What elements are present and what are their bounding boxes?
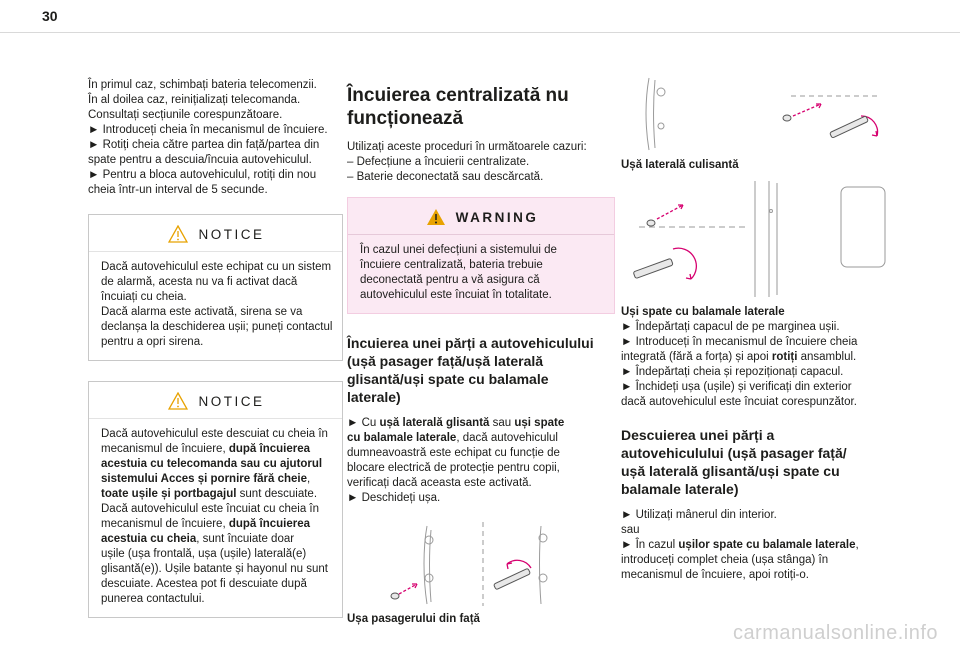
box-divider — [89, 251, 342, 252]
text-line: În cazul unei defecțiuni a sistemului de — [360, 244, 557, 256]
notice-box-unlock — [88, 381, 343, 618]
text-line: acestuia cu cheia, sunt încuiate doar — [101, 533, 295, 545]
text-line: ► Introduceți cheia în mecanismul de încuiere. — [88, 124, 328, 136]
text-line: mecanismul de încuiere, după încuierea — [101, 443, 311, 455]
text-line: cheia într-un interval de 5 secunde. — [88, 184, 268, 196]
page-number: 30 — [42, 8, 58, 24]
text-line: Consultați secțiunile corespunzătoare. — [88, 109, 283, 121]
text-line: În primul caz, schimbați bateria telecomenzii. — [88, 79, 317, 91]
text-line: toate ușile și portbagajul sunt descuiate. — [101, 488, 318, 500]
text-line: ► Introduceți în mecanismul de încuiere cheia — [621, 336, 858, 348]
text-line: ► Îndepărtați capacul de pe marginea ușii. — [621, 321, 840, 333]
image-caption: Uși spate cu balamale laterale — [621, 306, 785, 318]
text-line: ► Închideți ușa (ușile) și verificați din exterior — [621, 381, 852, 393]
notice-title: NOTICE — [101, 225, 332, 243]
section-title: Încuierea centralizată nu funcționează — [347, 85, 569, 129]
sliding-side-door-illustration — [621, 76, 891, 152]
text-line: integrată (fără a forța) și apoi rotiți ansamblul. — [621, 351, 857, 363]
warning-triangle-icon — [168, 225, 188, 243]
text-line: de alarmă, acesta nu va fi activat dacă — [101, 276, 298, 288]
text-line: Dacă autovehiculul este încuiat cu cheia în — [101, 503, 319, 515]
notice-box-alarm — [88, 214, 343, 361]
text-line: autovehiculul este încuiat în totalitate. — [360, 289, 552, 301]
warning-box — [347, 197, 615, 314]
text-line: declanșa la deschiderea ușii; puneți contactul — [101, 321, 333, 333]
text-line: ► Deschideți ușa. — [347, 492, 441, 504]
header-divider — [0, 32, 960, 33]
subsection-title-unlock: Descuierea unei părți a autovehiculului (ușă pasager față/ ușă laterală glisantă/uși spate cu balamale laterale) — [621, 427, 847, 497]
text-line: acestuia cu telecomanda sau cu ajutorul — [101, 458, 323, 470]
column-3 — [621, 76, 891, 583]
column-2 — [347, 84, 615, 627]
text-line: glisantă(e)). Ușile batante și hayonul nu sunt — [101, 563, 328, 575]
watermark: carmanualsonline.info — [732, 622, 938, 644]
text-line: sau — [621, 524, 640, 536]
text-line: spate pentru a descuia/încuia autovehiculul. — [88, 154, 312, 166]
front-passenger-door-illustration — [383, 518, 583, 608]
rear-hinged-doors-illustration — [621, 179, 891, 299]
text-line: ► Pentru a bloca autovehiculul, rotiți din nou — [88, 169, 317, 181]
text-line: ușile (ușa frontală, ușa (ușile) laterală(e) — [101, 548, 307, 560]
notice-title: NOTICE — [101, 392, 332, 410]
text-line: ► Utilizați mânerul din interior. — [621, 509, 777, 521]
text-line: dumneavoastră este echipat cu funcție de — [347, 447, 560, 459]
text-line: pentru a opri sirena. — [101, 336, 204, 348]
text-line: ► Cu ușă laterală glisantă sau uși spate — [347, 417, 565, 429]
intro-text — [88, 78, 343, 198]
text-line: punerea contactului. — [101, 593, 205, 605]
text-line: Dacă autovehiculul este descuiat cu cheia în — [101, 428, 328, 440]
text-line: – Baterie deconectată sau descărcată. — [347, 171, 544, 183]
text-line: mecanismul de încuiere, apoi rotiți-o. — [621, 569, 809, 581]
text-line: Dacă autovehiculul este echipat cu un sistem — [101, 261, 332, 273]
subsection-title-lock: Încuierea unei părți a autovehiculului (ușă pasager față/ușă laterală glisantă/uși spate cu balamale laterale) — [347, 335, 594, 405]
warning-triangle-icon — [426, 208, 446, 226]
text-line: – Defecțiune a încuierii centralizate. — [347, 156, 530, 168]
warning-triangle-icon — [168, 392, 188, 410]
image-caption: Ușă laterală culisantă — [621, 159, 739, 171]
text-line: ► Îndepărtați cheia și repoziționați capacul. — [621, 366, 844, 378]
column-1 — [88, 78, 343, 618]
text-line: încuiere centralizată, bateria trebuie — [360, 259, 543, 271]
text-line: cu balamale laterale, dacă autovehiculul — [347, 432, 558, 444]
text-line: În al doilea caz, reinițializați telecomanda. — [88, 94, 301, 106]
text-line: sistemului Acces și pornire fără cheie, — [101, 473, 311, 485]
text-line: încuiați cu cheia. — [101, 291, 187, 303]
box-divider — [89, 418, 342, 419]
text-line: verificați dacă aceasta este activată. — [347, 477, 532, 489]
text-line: Dacă alarma este activată, sirena se va — [101, 306, 303, 318]
text-line: deconectată pentru a vă asigura că — [360, 274, 540, 286]
box-divider — [348, 234, 614, 235]
text-line: ► Rotiți cheia către partea din față/partea din — [88, 139, 320, 151]
image-caption: Ușa pasagerului din față — [347, 613, 480, 625]
text-line: ► În cazul ușilor spate cu balamale laterale, — [621, 539, 859, 551]
text-line: dacă autovehiculul este încuiat corespunzător. — [621, 396, 857, 408]
text-line: mecanismul de încuiere, după încuierea — [101, 518, 311, 530]
text-line: introduceți complet cheia (ușa stânga) în — [621, 554, 829, 566]
text-line: Utilizați aceste proceduri în următoarele cazuri: — [347, 141, 587, 153]
warning-title: WARNING — [360, 208, 604, 226]
text-line: descuiate. Acestea pot fi descuiate după — [101, 578, 307, 590]
text-line: blocare electrică de protecție pentru copii, — [347, 462, 560, 474]
